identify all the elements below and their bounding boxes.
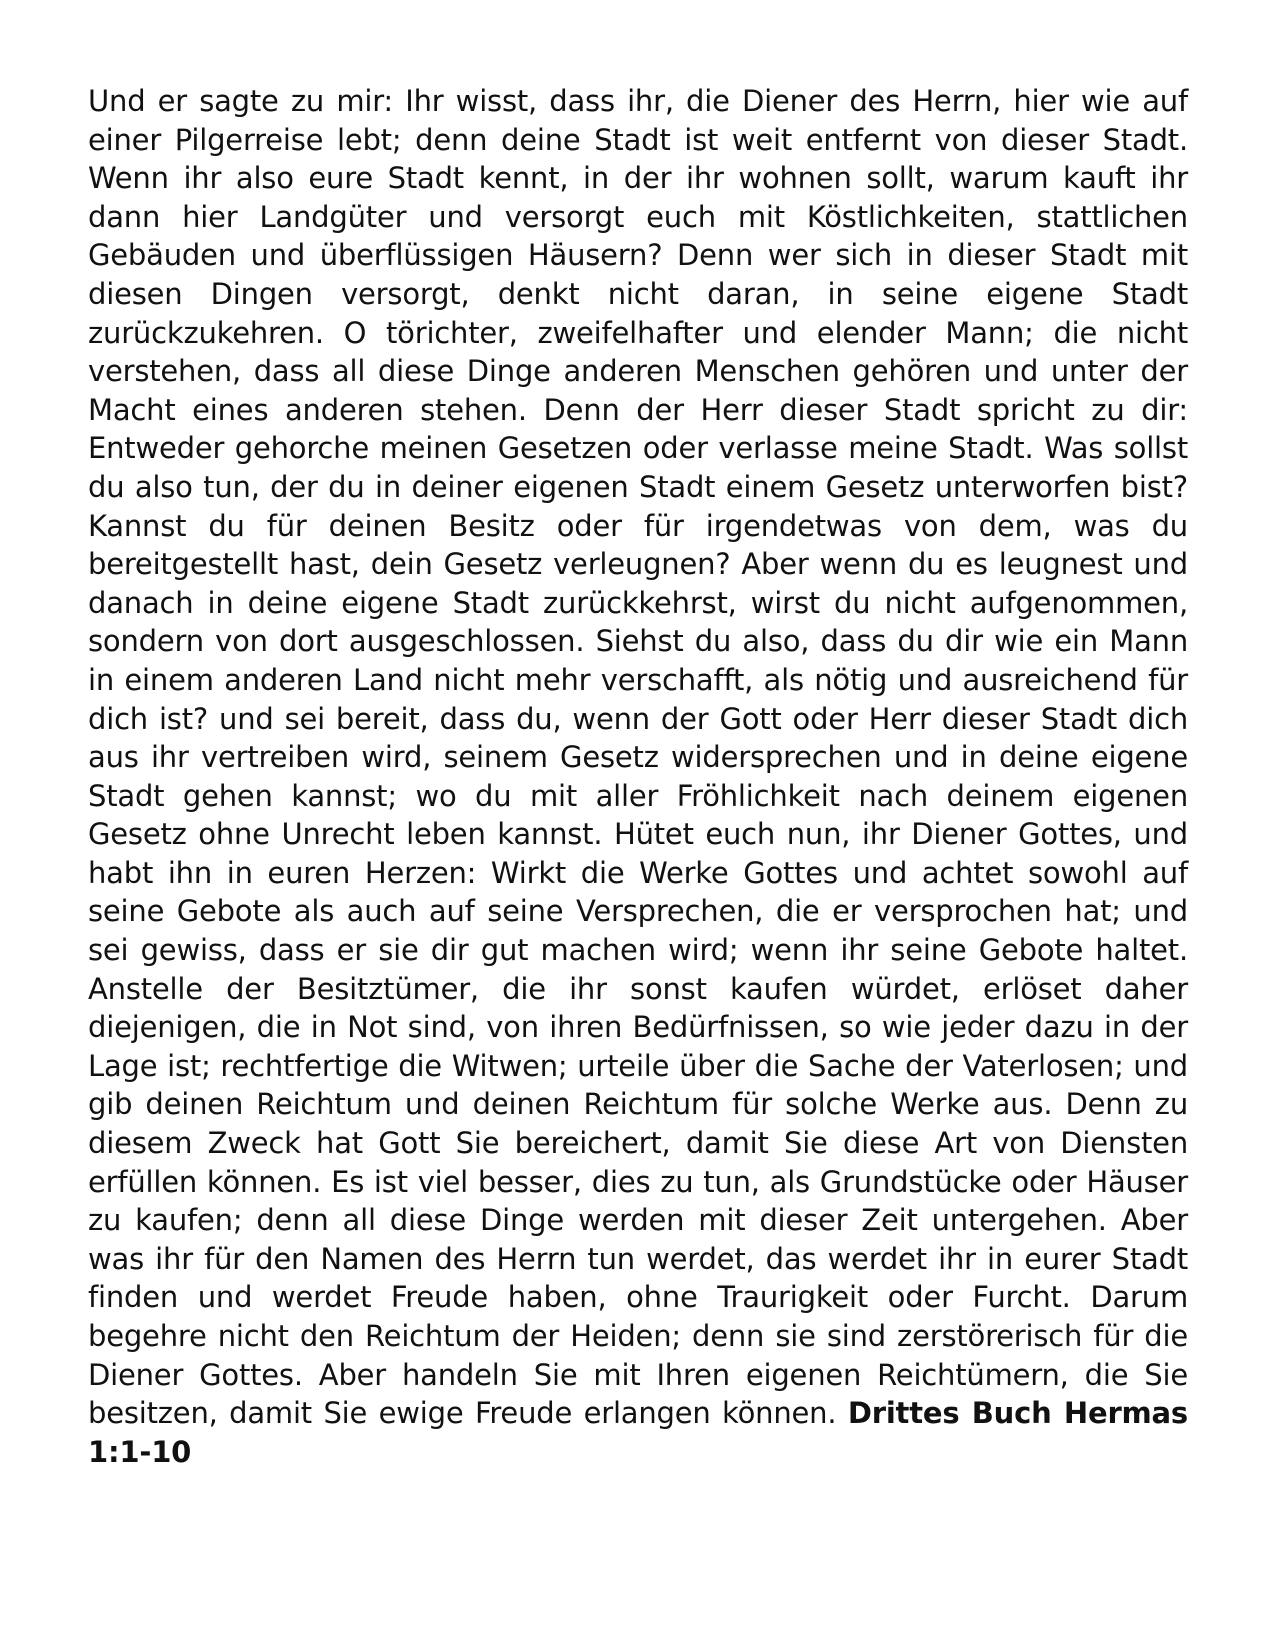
body-text: Und er sagte zu mir: Ihr wisst, dass ihr, die Diener des Herrn, hier wie auf einer Pilgerreise lebt; denn deine Stadt ist weit entfernt von dieser Stadt. Wenn ihr also eure Stadt kennt, in der ihr wohnen sollt, warum kauft ihr dann hier Landgüter und versorgt euch mit Köstlichkeiten, stattlichen Gebäuden und überflüssigen Häusern? Denn wer sich in dieser Stadt mit diesen Dingen versorgt, denkt nicht daran, in seine eigene Stadt zurückzukehren. O törichter, zweifelhafter und elender Mann; die nicht verstehen, dass all diese Dinge anderen Menschen gehören und unter der Macht eines anderen stehen. Denn der Herr dieser Stadt spricht zu dir: Entweder gehorche meinen Gesetzen oder verlasse meine Stadt. Was sollst du also tun, der du in deiner eigenen Stadt einem Gesetz unterworfen bist? Kannst du für deinen Besitz oder für irgendetwas von dem, was du bereitgestellt hast, dein Gesetz verleugnen? Aber wenn du es leugnest und danach in deine eigene Stadt zurückkehrst, wirst du nicht aufgenommen, sondern von dort ausgeschlossen. Siehst du also, dass du dir wie ein Mann in einem anderen Land nicht mehr verschafft, als nötig und ausreichend für dich ist? und sei bereit, dass du, wenn der Gott oder Herr dieser Stadt dich aus ihr vertreiben wird, seinem Gesetz widersprechen und in deine eigene Stadt gehen kannst; wo du mit aller Fröhlichkeit nach deinem eigenen Gesetz ohne Unrecht leben kannst. Hütet euch nun, ihr Diener Gottes, und habt ihn in euren Herzen: Wirkt die Werke Gottes und achtet sowohl auf seine Gebote als auch auf seine Versprechen, die er versprochen hat; und sei gewiss, dass er sie dir gut machen wird; wenn ihr seine Gebote haltet. Anstelle der Besitztümer, die ihr sonst kaufen würdet, erlöset daher diejenigen, die in Not sind, von ihren Bedürfnissen, so wie jeder dazu in der Lage ist; rechtfertige die Witwen; urteile über die Sache der Vaterlosen; und gib deinen Reichtum und deinen Reichtum für solche Werke aus. Denn zu diesem Zweck hat Gott Sie bereichert, damit Sie diese Art von Diensten erfüllen können. Es ist viel besser, dies zu tun, als Grundstücke oder Häuser zu kaufen; denn all diese Dinge werden mit dieser Zeit untergehen. Aber was ihr für den Namen des Herrn tun werdet, das werdet ihr in eurer Stadt finden und werdet Freude haben, ohne Traurigkeit oder Furcht. Darum begehre nicht den Reichtum der Heiden; denn sie sind zerstörerisch für die Diener Gottes. Aber handeln Sie mit Ihren eigenen Reichtümern, die Sie besitzen, damit Sie ewige Freude erlangen können. <box>88 84 1188 1431</box>
citation: Drittes Buch Hermas 1:1-10 <box>88 1396 1188 1469</box>
document-body <box>88 82 1188 1471</box>
